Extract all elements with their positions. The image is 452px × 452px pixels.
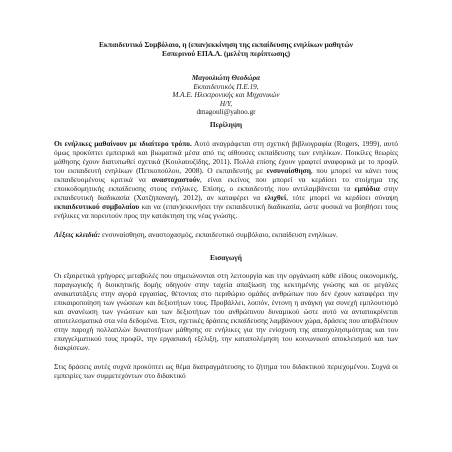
author-email[interactable]: dmagouli@yahoo.gr [196,108,256,117]
keywords-label: Λέξεις κλειδιά: [54,229,101,239]
intro-paragraph-2: Στις δράσεις αυτές συχνά προκύπτει ως θέμα διαπραγμάτευσης το ζήτημα του διδακτικού περιεχομένου. Συχνά οι εμπειρίες των συμμετεχόντων στο διδακτικό [54,361,398,380]
term-empathy: ενσυναίσθηση [266,165,311,175]
abstract-paragraph: Οι ενήλικες μαθαίνουν με ιδιαίτερο τρόπο. Αυτό αναγράφεται στη σχετική βιβλιογραφία (Rogers, 1999), αυτό όμως προκύπτει εμπειρικά και βιωματικά μέσα από τις αίθουσες εκπαίδευσης των ενηλίκων. Ποικίλες θεωρίες μάθησης έχουν διατυπωθεί σχετικά (Κουλαουζίδης, 2011). Πολλά επίσης έχουν γραφτεί αναφορικά με το προφίλ του εκπαιδευτή ενηλίκων (Πετκοπούλου, 2008). Ο εκπαιδευτής με ενσυναίσθηση, που μπορεί να κάνει τους εκπαιδευομένους κριτικά να αναστοχαστούν, είναι εκείνος που μπορεί να κερδίσει το στοίχημα της εποικοδομητικής εκπαίδευσης στους ενήλικες. Επίσης, ο εκπαιδευτής που αντιλαμβάνεται τα εμπόδια στην εκπαιδευτική διαδικασία (Χατζηπαναγή, 2012), αν καταφέρει να ελιχθεί, τότε μπορεί να κερδίσει σύναψη εκπαιδευτικού συμβολαίου και να (επαν)εκκινήσει την εκπαιδευτική διαδικασία, ώστε φυσικά να βοηθήσει τους ενήλικες να πορευτούν προς την κατάκτηση της νέας γνώσης. [54,138,398,220]
title-line-2: Εσπερινού ΕΠΑ.Λ. (μελέτη περίπτωσης) [161,49,291,58]
intro-paragraph-1: Οι εξαιρετικά γρήγορες μεταβολές που σημειώνονται στη λειτουργία και την οργάνωση κάθε είδους οικονομικής, παραγωγικής ή διοικητικής δομής οδηγούν στην ταχεία απαξίωση της κεκτημένης γνώσης και σε μεγάλες ανακατατάξεις στην αγορά εργασίας, θέτοντας στο περιθώριο ομάδες ανθρώπων που δεν έχουν καταφέρει την επικαιροποίηση των γνώσεων και δεξιοτήτων τους. Προβάλλει, λοιπόν, έντονη η ανάγκη για συνεχή εμπλουτισμό και ανανέωση των γνώσεων και των δεξιοτήτων του ανθρώπινου δυναμικού ώστε αυτό να ανταποκρίνεται αποτελεσματικά στα νέα δεδομένα. Έτσι, σχετικές δράσεις εκπαίδευσης λαμβάνουν χώρα, δράσεις που αποβλέπουν στην παροχή πολλαπλών δυνατοτήτων μάθησης σε ενήλικες για την ενίσχυση της απασχολησιμότητας και του επαγγελματικού τους προφίλ, την εργασιακή εξέλιξη, την καταπολέμηση του κοινωνικού αποκλεισμού και των διακρίσεων. [54,270,398,352]
abstract-lead: Οι ενήλικες μαθαίνουν με ιδιαίτερο τρόπο. [54,138,192,148]
paper-title [54,40,398,58]
author-role: Εκπαιδευτικός Π.Ε.19, [193,82,259,91]
keywords-paragraph [54,230,398,239]
term-contract: εκπαιδευτικού συμβολαίου [54,201,140,211]
author-department: Μ.Α.Ε. Ηλεκτρονικής και Μηχανικών [172,91,280,100]
author-block [54,74,398,117]
term-obstacles: εμπόδια [354,183,380,193]
author-unit: Η/Υ, [219,99,233,108]
term-manoeuvre: ελιχθεί [264,192,287,202]
abstract-heading: Περίληψη [209,119,243,129]
term-reflect: αναστοχαστούν [151,174,200,184]
author-name: Μαγουλιώτη Θεοδώρα [191,74,261,82]
introduction-heading: Εισαγωγή [210,252,242,262]
title-line-1: Εκπαιδευτικό Συμβόλαιο, η (επαν)εκκίνηση της εκπαίδευσης ενηλίκων μαθητών [99,40,353,49]
keywords-text: ενσυναίσθηση, αναστοχασμός, εκπαιδευτικό συμβόλαιο, εκπαίδευση ενηλίκων. [100,229,338,239]
